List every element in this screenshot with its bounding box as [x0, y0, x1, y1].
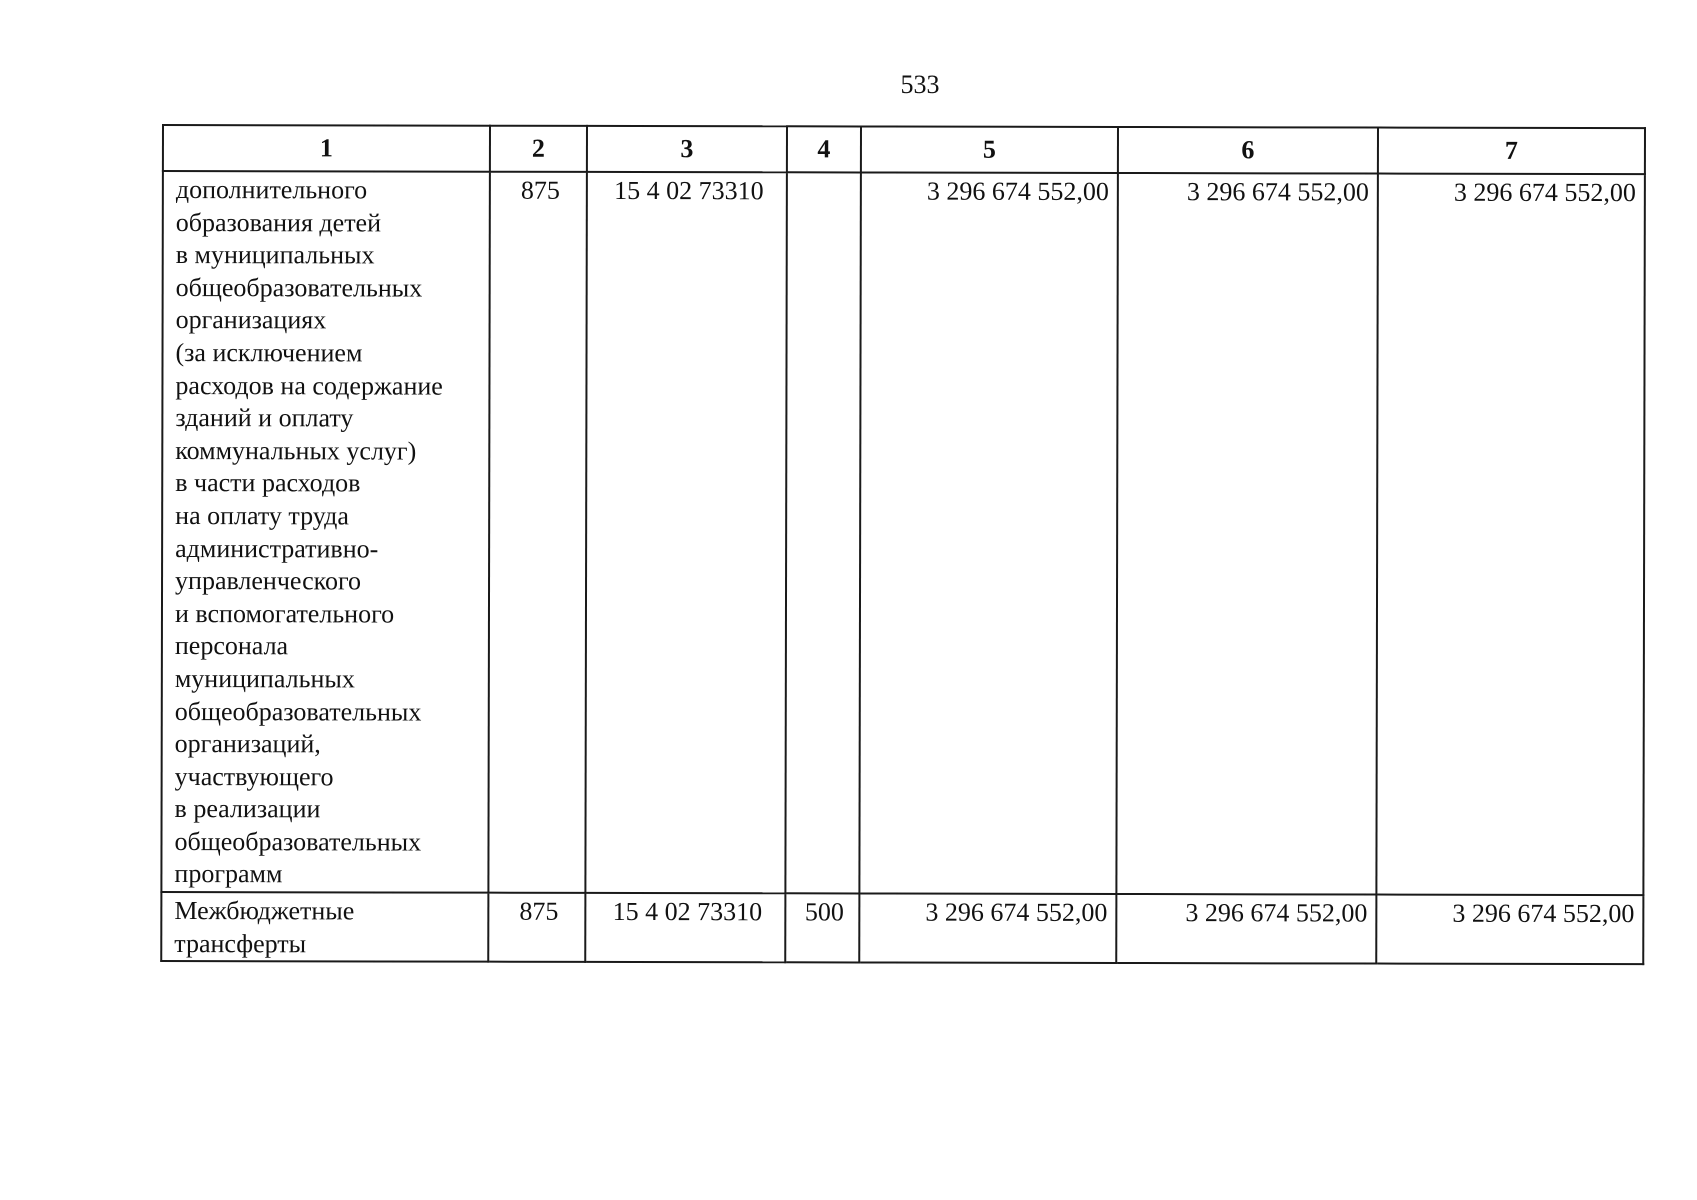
- header-col-4: 4: [787, 126, 861, 172]
- description-line: организациях: [175, 305, 327, 335]
- description-line: зданий и оплату: [175, 403, 354, 433]
- amount-col-7: 3 296 674 552,00: [1376, 895, 1643, 965]
- row-description: [161, 892, 488, 962]
- description-line: административно-: [175, 533, 379, 563]
- page-number: 533: [900, 70, 940, 99]
- header-col-7: 7: [1378, 128, 1645, 175]
- description-line: образования детей: [175, 207, 382, 238]
- header-row: [163, 125, 1645, 174]
- header-col-1: 1: [163, 125, 490, 172]
- description-line: общеобразовательных: [174, 826, 422, 857]
- table-row: [161, 892, 1643, 964]
- amount-col-7: 3 296 674 552,00: [1376, 174, 1645, 896]
- header-col-5: 5: [861, 126, 1118, 173]
- target-article-code: 15 4 02 73310: [585, 893, 785, 963]
- expense-type-code: [785, 172, 861, 893]
- description-line: расходов на содержание: [175, 370, 443, 401]
- budget-table: [160, 124, 1646, 965]
- row-description: [161, 171, 490, 893]
- description-line: персонала: [174, 631, 289, 661]
- description-line: управленческого: [175, 566, 362, 596]
- amount-col-5: 3 296 674 552,00: [859, 894, 1116, 964]
- description-line: на оплату труда: [175, 500, 349, 531]
- ministry-code: 875: [488, 172, 587, 893]
- expense-type-code: 500: [785, 893, 859, 962]
- target-article-code: 15 4 02 73310: [585, 172, 787, 893]
- description-line: (за исключением: [175, 337, 363, 368]
- description-line: программ: [174, 859, 283, 889]
- description-line: трансферты: [174, 928, 307, 958]
- amount-col-5: 3 296 674 552,00: [859, 172, 1118, 894]
- header-col-6: 6: [1118, 127, 1378, 174]
- amount-col-6: 3 296 674 552,00: [1116, 894, 1376, 964]
- description-line: в реализации: [174, 794, 321, 824]
- description-line: организаций,: [174, 729, 321, 759]
- header-col-2: 2: [490, 126, 587, 172]
- ministry-code: 875: [488, 893, 585, 962]
- description-line: коммунальных услуг): [175, 435, 417, 466]
- description-line: муниципальных: [174, 663, 355, 694]
- description-line: общеобразовательных: [174, 696, 422, 727]
- amount-col-6: 3 296 674 552,00: [1116, 173, 1378, 895]
- description-line: и вспомогательного: [174, 598, 395, 629]
- budget-table-container: [160, 124, 1644, 965]
- description-line: дополнительного: [175, 175, 368, 205]
- description-line: общеобразовательных: [175, 272, 423, 303]
- description-line: Межбюджетные: [174, 896, 355, 926]
- description-line: в части расходов: [175, 468, 361, 498]
- table-row: [161, 171, 1645, 895]
- description-line: участвующего: [174, 761, 334, 792]
- header-col-3: 3: [587, 126, 787, 172]
- description-line: в муниципальных: [175, 240, 375, 270]
